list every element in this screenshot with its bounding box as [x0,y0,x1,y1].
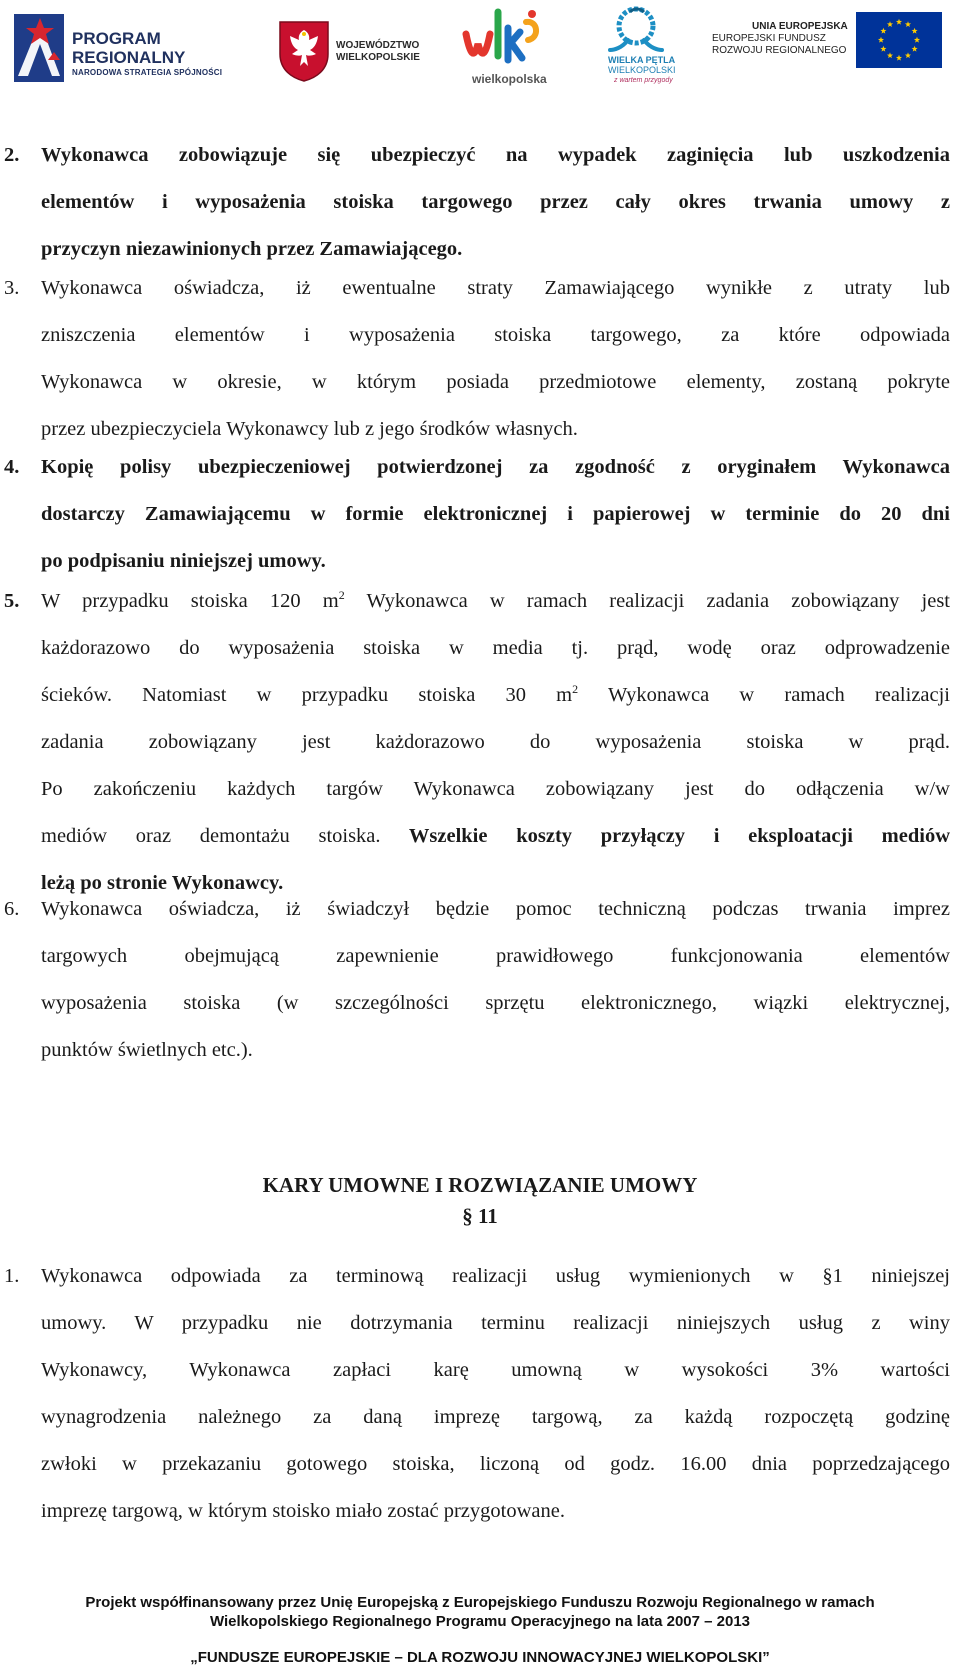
paragraph-number: 5. [4,590,20,612]
paragraph-2 [4,132,950,273]
wielka-petla-logo [600,4,690,92]
paragraph-number: 6. [4,898,20,920]
paragraph-line [41,813,950,860]
wlkp-logo [462,4,562,92]
paragraph-line: elementów i wyposażenia stoiska targowego przez cały okres trwania umowy z [41,191,950,213]
section-title: KARY UMOWNE I ROZWIĄZANIE UMOWY [262,1173,698,1197]
wielka-petla-line2: WIELKOPOLSKI [608,65,676,75]
paragraph-line: wyposażenia stoiska (w szczególności sprzętu elektronicznego, wiązki elektrycznej, [41,992,950,1014]
wlkp-caption: wielkopolska [472,72,547,86]
paragraph-line: Wykonawca oświadcza, iż świadczył będzie pomoc techniczną podczas trwania imprez [41,898,950,920]
footer-line-3: „FUNDUSZE EUROPEJSKIE – DLA ROZWOJU INNOWACYJNEJ WIELKOPOLSKI” [190,1649,770,1666]
eu-flag-icon [856,12,942,68]
paragraph-line: Wykonawca oświadcza, iż ewentualne straty Zamawiającego wynikłe z utraty lub [41,277,950,299]
wojewodztwo-logo [278,20,428,82]
section-paragraph-1 [4,1253,950,1535]
line-text: ścieków. Natomiast w przypadku stoiska 30 m [41,684,573,706]
wlkp-letters-icon [462,4,542,70]
paragraph-line: Wykonawca odpowiada za terminową realizacji usług wymienionych w §1 niniejszej [41,1265,950,1287]
program-regionalny-line2: REGIONALNY [72,48,186,67]
paragraph-6 [4,886,950,1074]
paragraph-4 [4,444,950,585]
wielka-petla-line1: WIELKA PĘTLA [608,55,676,65]
unia-line1: UNIA EUROPEJSKA [752,21,848,32]
paragraph-line: zniszczenia elementów i wyposażenia stoiska targowego, za które odpowiada [41,324,950,346]
program-regionalny-logo [14,14,229,84]
line-text: Wykonawca w ramach realizacji [578,684,951,706]
footer-line-1: Projekt współfinansowany przez Unię Europejską z Europejskiego Funduszu Rozwoju Regionalnego w ramach [85,1594,875,1611]
superscript: 2 [338,588,345,603]
unia-line2: EUROPEJSKI FUNDUSZ [712,33,826,44]
wielka-petla-line3: z wartem przygody [614,77,673,84]
line-text: Wykonawca w ramach realizacji zadania zobowiązany jest [344,590,950,612]
paragraph-line: leżą po stronie Wykonawcy. [41,872,284,894]
paragraph-line: każdorazowo do wyposażenia stoiska w media tj. prąd, wodę oraz odprowadzenie [41,637,950,659]
paragraph-line: Kopię polisy ubezpieczeniowej potwierdzonej za zgodność z oryginałem Wykonawca [41,456,950,478]
paragraph-line: zadania zobowiązany jest każdorazowo do wyposażenia stoiska w prąd. [41,731,950,753]
paragraph-3 [4,265,950,453]
paragraph-line: imprezę targową, w którym stoisko miało zostać przygotowane. [41,1500,565,1522]
wojewodztwo-line2: WIELKOPOLSKIE [336,52,420,63]
paragraph-line: Wykonawcy, Wykonawca zapłaci karę umowną w wysokości 3% wartości [41,1359,950,1381]
wojewodztwo-line1: WOJEWÓDZTWO [336,40,420,51]
paragraph-number: 1. [4,1265,20,1287]
footer-line-2: Wielkopolskiego Regionalnego Programu Operacyjnego na lata 2007 – 2013 [209,1613,751,1630]
unia-line3: ROZWOJU REGIONALNEGO [712,45,847,56]
line-text: W przypadku stoiska 120 m [41,590,339,612]
paragraph-line: targowych obejmującą zapewnienie prawidłowego funkcjonowania elementów [41,945,950,967]
header-logos [0,0,960,100]
paragraph-line: dostarczy Zamawiającemu w formie elektronicznej i papierowej w terminie do 20 dni [41,503,950,525]
line-text-bold: Wszelkie koszty przyłączy i eksploatacji mediów [380,825,951,847]
program-regionalny-line1: PROGRAM [72,29,161,48]
eagle-shield-icon [278,20,330,82]
paragraph-line: Po zakończeniu każdych targów Wykonawca zobowiązany jest do odłączenia w/w [41,778,950,800]
line-text: mediów oraz demontażu stoiska. [41,825,381,847]
paragraph-line: umowy. W przypadku nie dotrzymania terminu realizacji niniejszych usług z winy [41,1312,950,1334]
section-paragraph-sign: § 11 [462,1204,498,1228]
paragraph-line: wynagrodzenia należnego za daną imprezę targową, za każdą rozpoczętą godzinę [41,1406,950,1428]
program-regionalny-emblem-icon [14,14,68,84]
paragraph-line [41,578,950,625]
superscript: 2 [572,682,579,697]
paragraph-number: 2. [4,144,20,166]
program-regionalny-line3: NARODOWA STRATEGIA SPÓJNOŚCI [72,68,223,77]
unia-europejska-logo [708,12,948,70]
paragraph-line: po podpisaniu niniejszej umowy. [41,550,326,572]
paragraph-number: 3. [4,277,20,299]
paragraph-line: Wykonawca zobowiązuje się ubezpieczyć na wypadek zaginięcia lub uszkodzenia [41,144,950,166]
paragraph-number: 4. [4,456,20,478]
paragraph-line: zwłoki w przekazaniu gotowego stoiska, liczoną od godz. 16.00 dnia poprzedzającego [41,1453,950,1475]
paragraph-line [41,672,950,719]
paragraph-5 [4,578,951,907]
paragraph-line: przyczyn niezawinionych przez Zamawiającego. [41,238,463,260]
paragraph-line: Wykonawca w okresie, w którym posiada przedmiotowe elementy, zostaną pokryte [41,371,950,393]
knot-loop-icon [600,4,672,54]
paragraph-line: punktów świetlnych etc.). [41,1039,253,1061]
paragraph-line: przez ubezpieczyciela Wykonawcy lub z jego środków własnych. [41,418,578,440]
